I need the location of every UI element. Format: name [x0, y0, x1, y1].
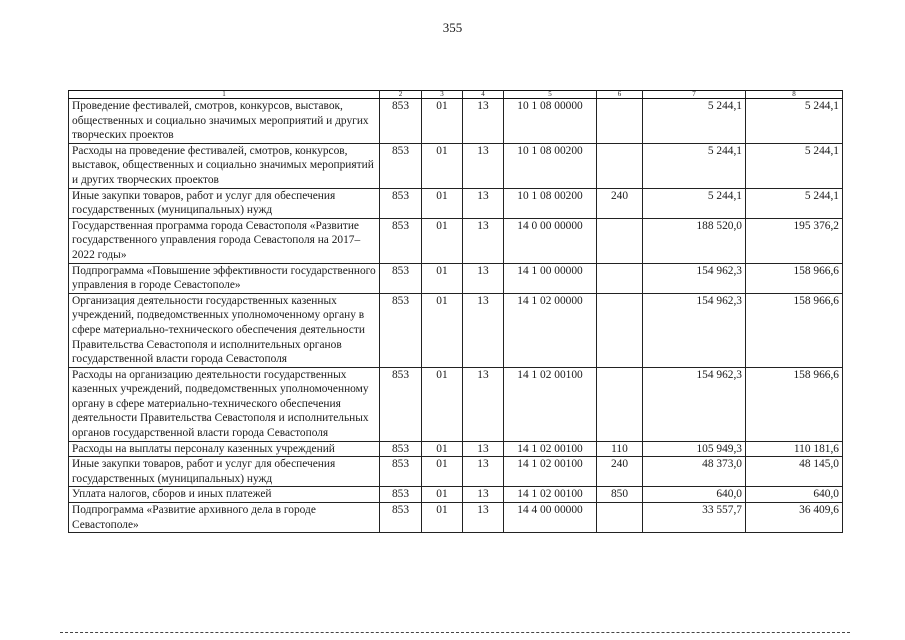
table-row — [69, 367, 843, 441]
row-amount-year2-cell: 195 376,2 — [746, 218, 843, 263]
table-row — [69, 188, 843, 218]
row-amount-year2-cell: 5 244,1 — [746, 143, 843, 188]
row-expense-type-cell — [597, 503, 643, 533]
row-amount-year2-cell: 5 244,1 — [746, 99, 843, 144]
row-expense-type-cell — [597, 99, 643, 144]
row-subsection-cell: 13 — [463, 457, 504, 487]
row-ministry-code-cell: 853 — [380, 441, 422, 457]
row-target-article-cell: 14 1 02 00000 — [504, 293, 597, 367]
row-amount-year1-cell: 48 373,0 — [643, 457, 746, 487]
row-expense-type-cell: 240 — [597, 188, 643, 218]
row-subsection-cell: 13 — [463, 263, 504, 293]
row-name-cell: Подпрограмма «Повышение эффективности государственного управления в городе Севастополе» — [69, 263, 380, 293]
row-subsection-cell: 13 — [463, 487, 504, 503]
row-amount-year1-cell: 33 557,7 — [643, 503, 746, 533]
row-subsection-cell: 13 — [463, 143, 504, 188]
column-number: 1 — [69, 91, 380, 99]
row-target-article-cell: 14 1 02 00100 — [504, 457, 597, 487]
row-ministry-code-cell: 853 — [380, 143, 422, 188]
row-name-cell: Государственная программа города Севастополя «Развитие государственного управления города Севастополя на 2017–2022 годы» — [69, 218, 380, 263]
row-ministry-code-cell: 853 — [380, 293, 422, 367]
row-target-article-cell: 10 1 08 00200 — [504, 188, 597, 218]
table-row — [69, 263, 843, 293]
row-amount-year1-cell: 188 520,0 — [643, 218, 746, 263]
row-section-cell: 01 — [422, 218, 463, 263]
row-subsection-cell: 13 — [463, 441, 504, 457]
row-amount-year2-cell: 158 966,6 — [746, 263, 843, 293]
row-name-cell: Расходы на организацию деятельности государственных казенных учреждений, подведомственных уполномоченному органу в сфере материально-технического обеспечения деятельности Правительства Севастополя и исполнительных органов государственной власти города Севастополя — [69, 367, 380, 441]
row-amount-year1-cell: 5 244,1 — [643, 99, 746, 144]
row-section-cell: 01 — [422, 143, 463, 188]
row-name-cell: Организация деятельности государственных казенных учреждений, подведомственных уполномоченному органу в сфере материально-технического обеспечения деятельности Правительства Севастополя и исполнительных органов государственной власти города Севастополя — [69, 293, 380, 367]
row-expense-type-cell — [597, 293, 643, 367]
table-row — [69, 143, 843, 188]
row-name-cell: Проведение фестивалей, смотров, конкурсов, выставок, общественных и социально значимых мероприятий и других творческих проектов — [69, 99, 380, 144]
row-expense-type-cell — [597, 367, 643, 441]
row-section-cell: 01 — [422, 367, 463, 441]
row-expense-type-cell: 110 — [597, 441, 643, 457]
row-amount-year2-cell: 158 966,6 — [746, 293, 843, 367]
row-target-article-cell: 14 1 02 00100 — [504, 367, 597, 441]
row-ministry-code-cell: 853 — [380, 487, 422, 503]
row-subsection-cell: 13 — [463, 188, 504, 218]
row-expense-type-cell: 240 — [597, 457, 643, 487]
row-expense-type-cell — [597, 143, 643, 188]
row-ministry-code-cell: 853 — [380, 367, 422, 441]
row-ministry-code-cell: 853 — [380, 188, 422, 218]
row-amount-year2-cell: 36 409,6 — [746, 503, 843, 533]
row-amount-year1-cell: 5 244,1 — [643, 143, 746, 188]
table-row — [69, 218, 843, 263]
table-row — [69, 457, 843, 487]
row-ministry-code-cell: 853 — [380, 218, 422, 263]
row-section-cell: 01 — [422, 293, 463, 367]
row-name-cell: Иные закупки товаров, работ и услуг для обеспечения государственных (муниципальных) нужд — [69, 188, 380, 218]
row-subsection-cell: 13 — [463, 367, 504, 441]
row-section-cell: 01 — [422, 441, 463, 457]
row-section-cell: 01 — [422, 457, 463, 487]
row-name-cell: Расходы на выплаты персоналу казенных учреждений — [69, 441, 380, 457]
table-row — [69, 293, 843, 367]
row-amount-year1-cell: 105 949,3 — [643, 441, 746, 457]
row-section-cell: 01 — [422, 263, 463, 293]
row-expense-type-cell — [597, 218, 643, 263]
table-row — [69, 487, 843, 503]
row-amount-year1-cell: 154 962,3 — [643, 367, 746, 441]
row-amount-year2-cell: 640,0 — [746, 487, 843, 503]
row-name-cell: Уплата налогов, сборов и иных платежей — [69, 487, 380, 503]
row-amount-year2-cell: 48 145,0 — [746, 457, 843, 487]
row-target-article-cell: 14 1 00 00000 — [504, 263, 597, 293]
table-row — [69, 99, 843, 144]
row-amount-year2-cell: 5 244,1 — [746, 188, 843, 218]
table-row — [69, 503, 843, 533]
page-number: 355 — [442, 20, 463, 35]
row-subsection-cell: 13 — [463, 293, 504, 367]
row-amount-year1-cell: 154 962,3 — [643, 293, 746, 367]
row-subsection-cell: 13 — [463, 503, 504, 533]
row-expense-type-cell: 850 — [597, 487, 643, 503]
column-number: 7 — [643, 91, 746, 99]
row-section-cell: 01 — [422, 188, 463, 218]
row-ministry-code-cell: 853 — [380, 457, 422, 487]
page-bottom-rule — [60, 632, 850, 633]
row-target-article-cell: 14 1 02 00100 — [504, 487, 597, 503]
row-ministry-code-cell: 853 — [380, 503, 422, 533]
budget-table — [68, 90, 843, 533]
row-name-cell: Расходы на проведение фестивалей, смотров, конкурсов, выставок, общественных и социально значимых мероприятий и других творческих проектов — [69, 143, 380, 188]
row-amount-year1-cell: 154 962,3 — [643, 263, 746, 293]
row-target-article-cell: 14 0 00 00000 — [504, 218, 597, 263]
row-expense-type-cell — [597, 263, 643, 293]
row-target-article-cell: 10 1 08 00000 — [504, 99, 597, 144]
row-target-article-cell: 14 1 02 00100 — [504, 441, 597, 457]
row-name-cell: Иные закупки товаров, работ и услуг для обеспечения государственных (муниципальных) нужд — [69, 457, 380, 487]
column-number: 5 — [504, 91, 597, 99]
column-number: 8 — [746, 91, 843, 99]
row-amount-year2-cell: 158 966,6 — [746, 367, 843, 441]
row-ministry-code-cell: 853 — [380, 99, 422, 144]
column-number: 4 — [463, 91, 504, 99]
column-number: 3 — [422, 91, 463, 99]
column-number-row — [69, 91, 843, 99]
row-ministry-code-cell: 853 — [380, 263, 422, 293]
row-amount-year1-cell: 5 244,1 — [643, 188, 746, 218]
row-subsection-cell: 13 — [463, 218, 504, 263]
table-row — [69, 441, 843, 457]
row-section-cell: 01 — [422, 487, 463, 503]
row-target-article-cell: 10 1 08 00200 — [504, 143, 597, 188]
row-section-cell: 01 — [422, 99, 463, 144]
row-target-article-cell: 14 4 00 00000 — [504, 503, 597, 533]
row-name-cell: Подпрограмма «Развитие архивного дела в городе Севастополе» — [69, 503, 380, 533]
row-amount-year1-cell: 640,0 — [643, 487, 746, 503]
row-section-cell: 01 — [422, 503, 463, 533]
row-subsection-cell: 13 — [463, 99, 504, 144]
row-amount-year2-cell: 110 181,6 — [746, 441, 843, 457]
column-number: 6 — [597, 91, 643, 99]
column-number: 2 — [380, 91, 422, 99]
